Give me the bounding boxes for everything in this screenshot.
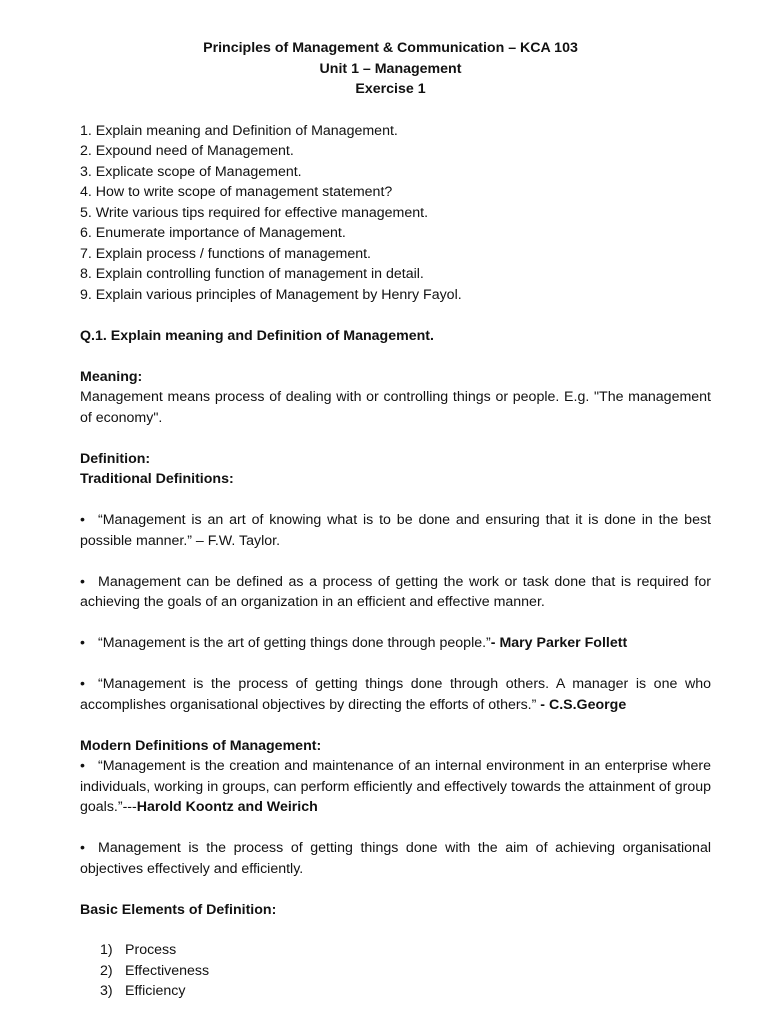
definition-text: “Management is the art of getting things done through people.”: [98, 635, 491, 651]
element-item: [100, 940, 711, 961]
bullet: •: [80, 840, 85, 856]
element-label: Efficiency: [125, 983, 186, 999]
question-item: 4. How to write scope of management statement?: [80, 184, 393, 200]
element-number: 2): [100, 962, 113, 979]
definition-text: Management is the process of getting things done with the aim of achieving organisational objectives effectively and efficiently.: [80, 840, 711, 877]
question-list: [80, 121, 711, 306]
question-item: 3. Explicate scope of Management.: [80, 163, 302, 180]
question-item: 6. Enumerate importance of Management.: [80, 225, 346, 241]
definition-paragraph: [80, 756, 711, 818]
meaning-heading: Meaning:: [80, 368, 143, 385]
elements-heading: Basic Elements of Definition:: [80, 901, 277, 918]
bullet: •: [80, 676, 85, 692]
element-label: Process: [125, 942, 177, 958]
question-item: 8. Explain controlling function of management in detail.: [80, 266, 424, 282]
bullet: •: [80, 573, 85, 590]
bullet: •: [80, 512, 85, 528]
traditional-heading: Traditional Definitions:: [80, 471, 234, 487]
definition-text: Management can be defined as a process of getting the work or task done that is required for achieving the goals of an organization in an efficient and effective manner.: [80, 573, 711, 610]
definition-text: “Management is the creation and maintenance of an internal environment in an enterprise where individuals, working in groups, can perform efficiently and effectively towards the attainment of group goals.”---: [80, 758, 711, 815]
definition-text: “Management is an art of knowing what is to be done and ensuring that it is done in the best possible manner.” – F.W. Taylor.: [80, 512, 711, 549]
element-item: [100, 961, 711, 982]
definition-paragraph: [80, 633, 711, 654]
question-item: 7. Explain process / functions of management.: [80, 245, 372, 262]
element-number: 1): [100, 942, 113, 958]
q1-heading: Q.1. Explain meaning and Definition of Management.: [80, 327, 434, 344]
document-header: [70, 38, 711, 100]
meaning-text: Management means process of dealing with or controlling things or people. E.g. "The management of economy".: [80, 389, 711, 426]
definition-paragraph: [80, 572, 711, 613]
definition-author: - C.S.George: [540, 696, 627, 713]
question-item: 5. Write various tips required for effective management.: [80, 204, 429, 221]
element-number: 3): [100, 983, 113, 999]
definition-paragraph: [80, 674, 711, 715]
bullet: •: [80, 758, 85, 774]
bullet: •: [80, 635, 85, 651]
element-label: Effectiveness: [125, 962, 210, 979]
definition-heading: Definition:: [80, 450, 151, 467]
question-item: 9. Explain various principles of Management by Henry Fayol.: [80, 286, 462, 303]
element-item: [100, 981, 711, 1002]
course-title: Principles of Management & Communication – KCA 103: [203, 40, 578, 56]
unit-title: Unit 1 – Management: [319, 60, 462, 77]
question-item: 2. Expound need of Management.: [80, 143, 294, 159]
elements-list: [80, 940, 711, 1002]
definition-author: - Mary Parker Follett: [490, 635, 628, 651]
exercise-title: Exercise 1: [355, 81, 426, 97]
definition-author: Harold Koontz and Weirich: [136, 799, 318, 815]
definition-paragraph: [80, 510, 711, 551]
definition-text: “Management is the process of getting things done through others. A manager is one who accomplishes organisational objectives by directing the efforts of others.”: [80, 676, 711, 713]
modern-heading: Modern Definitions of Management:: [80, 737, 322, 754]
definition-paragraph: [80, 838, 711, 879]
question-item: 1. Explain meaning and Definition of Management.: [80, 122, 398, 139]
